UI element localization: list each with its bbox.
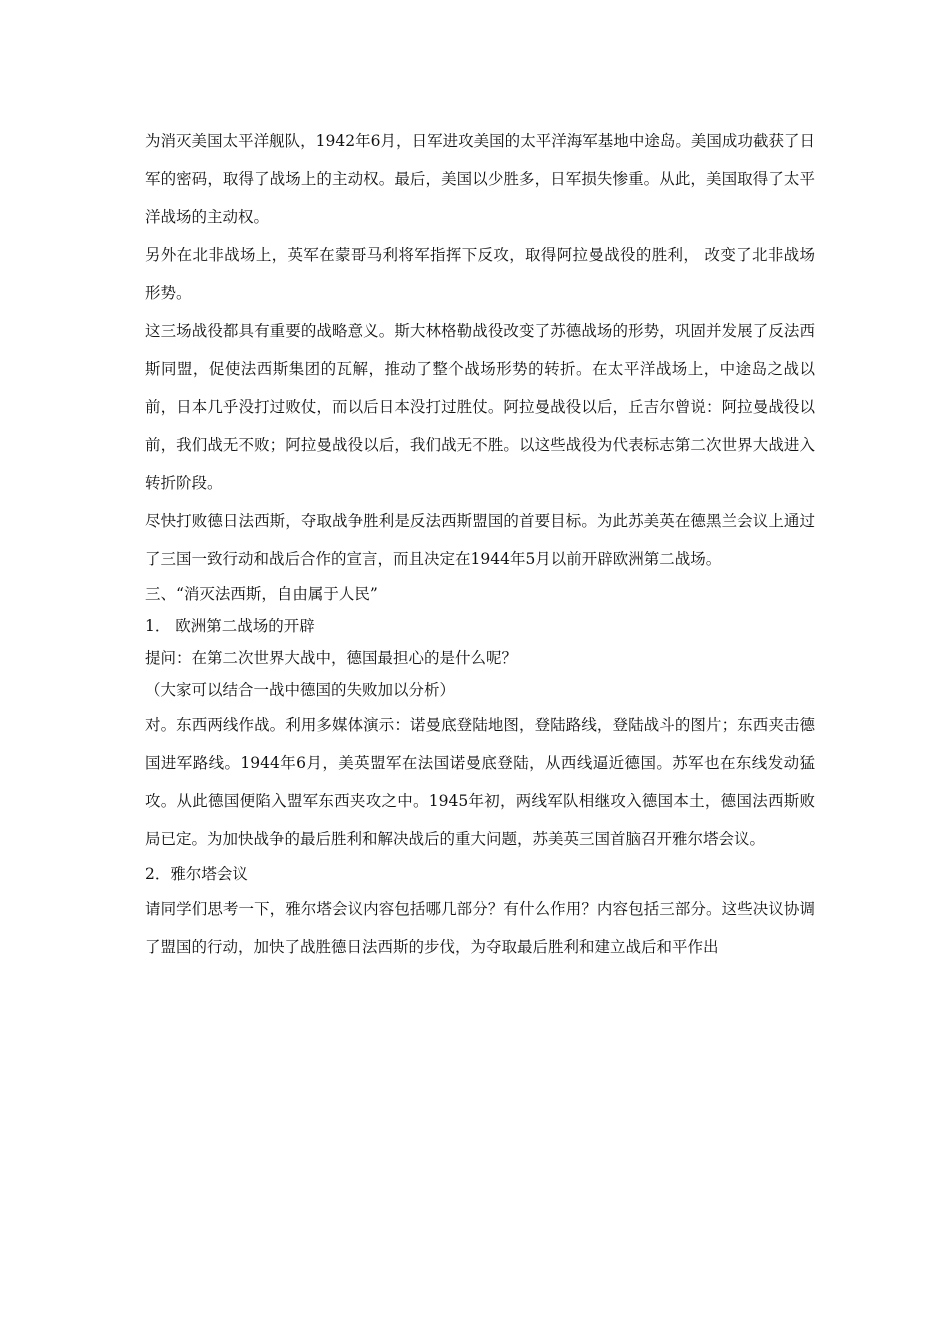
subsection-heading-3-2: 2．雅尔塔会议 (145, 865, 248, 883)
paragraph-midway: 为消灭美国太平洋舰队，1942年6月，日军进攻美国的太平洋海军基地中途岛。美国成功截获了日军的密码，取得了战场上的主动权。最后，美国以少胜多，日军损失惨重。从此，美国取得了太平洋战场的主动权。 (145, 132, 815, 226)
subsection-heading-3-1: 1． 欧洲第二战场的开辟 (145, 617, 315, 635)
paragraph-yalta: 请同学们思考一下，雅尔塔会议内容包括哪几部分？有什么作用？内容包括三部分。这些决议协调了盟国的行动，加快了战胜德日法西斯的步伐，为夺取最后胜利和建立战后和平作出 (145, 900, 815, 956)
paragraph-two-fronts: 对。东西两线作战。利用多媒体演示：诺曼底登陆地图，登陆路线，登陆战斗的图片；东西夹击德国进军路线。1944年6月，美英盟军在法国诺曼底登陆，从西线逼近德国。苏军也在东线发动猛攻。从此德国便陷入盟军东西夹攻之中。1945年初，两线军队相继攻入德国本土，德国法西斯败局已定。为加快战争的最后胜利和解决战后的重大问题，苏美英三国首脑召开雅尔塔会议。 (145, 716, 815, 848)
paragraph-significance: 这三场战役都具有重要的战略意义。斯大林格勒战役改变了苏德战场的形势，巩固并发展了反法西斯同盟，促使法西斯集团的瓦解，推动了整个战场形势的转折。在太平洋战场上，中途岛之战以前，日本几乎没打过败仗，而以后日本没打过胜仗。阿拉曼战役以后，丘吉尔曾说：阿拉曼战役以前，我们战无不败；阿拉曼战役以后，我们战无不胜。以这些战役为代表标志第二次世界大战进入转折阶段。 (145, 322, 815, 492)
paragraph-hint: （大家可以结合一战中德国的失败加以分析） (145, 681, 456, 699)
paragraph-north-africa: 另外在北非战场上，英军在蒙哥马利将军指挥下反攻，取得阿拉曼战役的胜利， 改变了北非战场形势。 (145, 246, 815, 302)
document-body (145, 122, 815, 966)
paragraph-tehran: 尽快打败德日法西斯，夺取战争胜利是反法西斯盟国的首要目标。为此苏美英在德黑兰会议上通过了三国一致行动和战后合作的宣言，而且决定在1944年5月以前开辟欧洲第二战场。 (145, 512, 815, 568)
section-heading-3: 三、“消灭法西斯，自由属于人民” (145, 585, 378, 603)
paragraph-question: 提问：在第二次世界大战中，德国最担心的是什么呢？ (145, 649, 518, 667)
